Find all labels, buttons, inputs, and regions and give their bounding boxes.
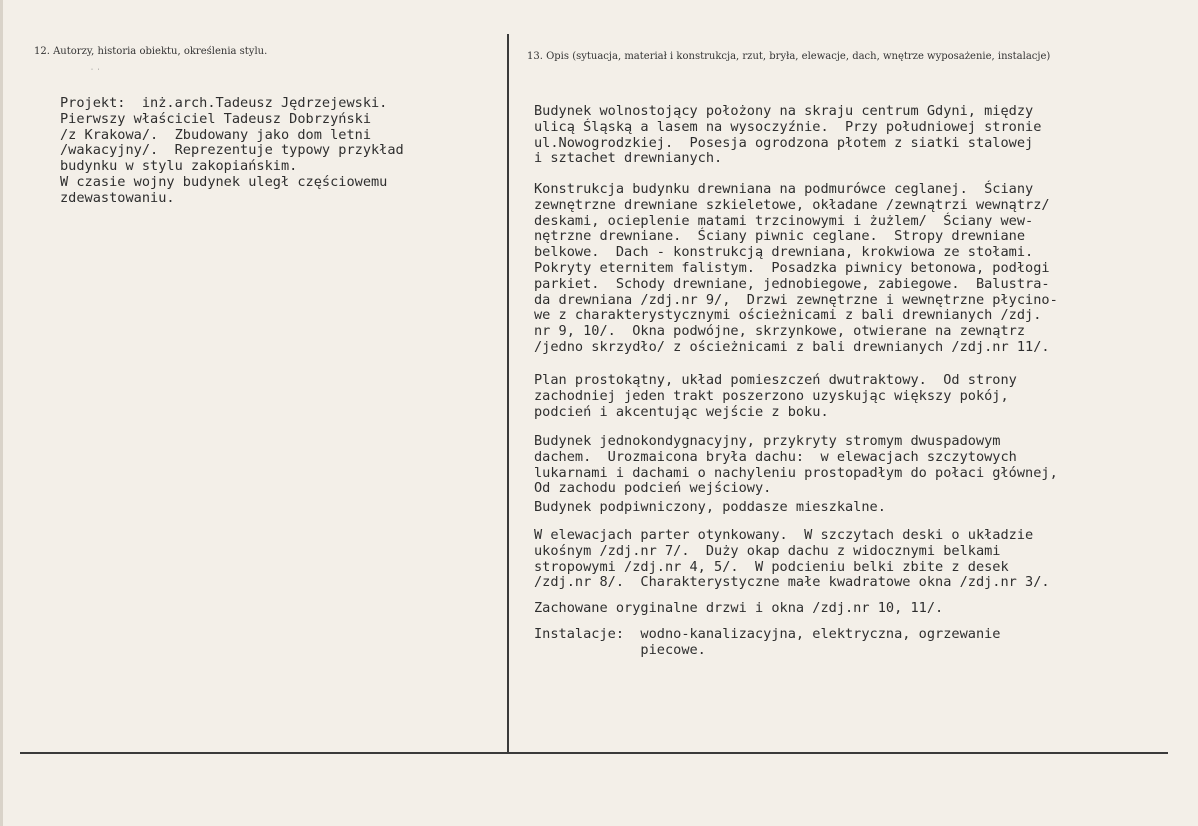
- sheet-edge: [0, 0, 3, 826]
- stray-marks: ˙ ˙: [90, 68, 101, 77]
- bottom-rule: [20, 752, 1168, 754]
- description-plan: Plan prostokątny, układ pomieszczeń dwutraktowy. Od strony zachodniej jeden trakt poszerzono uzyskując większy pokój, podcień i akcentując wejście z boku.: [534, 372, 1017, 420]
- description-basement: Budynek podpiwniczony, poddasze mieszkalne.: [534, 499, 886, 515]
- section-12-header: 12. Autorzy, historia obiektu, określenia stylu.: [34, 46, 268, 57]
- description-installations: Instalacje: wodno-kanalizacyjna, elektryczna, ogrzewanie piecowe.: [534, 626, 1001, 658]
- description-construction: Konstrukcja budynku drewniana na podmurówce ceglanej. Ściany zewnętrzne drewniane szkieletowe, okładane /zewnątrzi wewnątrz/ deskami, ocieplenie matami trzcinowymi i żużlem/ Ściany wew- nętrzne drewniane. Ściany piwnic ceglane. Stropy drewniane belkowe. Dach - konstrukcją drewniana, krokwiowa ze stołami. Pokryty eternitem falistym. Posadzka piwnicy betonowa, podłogi parkiet. Schody drewniane, jednobiegowe, zabiegowe. Balustra- da drewniana /zdj.nr 9/, Drzwi zewnętrzne i wewnętrzne płycino- we z charakterystycznymi ościeżnicami z bali drewnianych /zdj. nr 9, 10/. Okna podwójne, skrzynkowe, otwierane na zewnątrz /jedno skrzydło/ z ościeżnicami z bali drewnianych /zdj.nr 11/.: [534, 181, 1058, 355]
- section-13-header: 13. Opis (sytuacja, materiał i konstrukcja, rzut, bryła, elewacje, dach, wnętrze wyposażenie, instalacje): [527, 51, 1051, 62]
- description-original-elements: Zachowane oryginalne drzwi i okna /zdj.nr 10, 11/.: [534, 600, 944, 616]
- description-location: Budynek wolnostojący położony na skraju centrum Gdyni, między ulicą Śląską a lasem na wysoczyźnie. Przy południowej stronie ul.Nowogrodzkiej. Posesja ogrodzona płotem z siatki stalowej i sztachet drewnianych.: [534, 103, 1042, 167]
- description-massing: Budynek jednokondygnacyjny, przykryty stromym dwuspadowym dachem. Urozmaicona bryła dachu: w elewacjach szczytowych lukarnami i dachami o nachyleniu prostopadłym do połaci głównej, Od zachodu podcień wejściowy.: [534, 433, 1058, 497]
- column-divider: [507, 34, 509, 752]
- description-elevations: W elewacjach parter otynkowany. W szczytach deski o układzie ukośnym /zdj.nr 7/. Duży okap dachu z widocznymi belkami stropowymi /zdj.nr 4, 5/. W podcieniu belki zbite z desek /zdj.nr 8/. Charakterystyczne małe kwadratowe okna /zdj.nr 3/.: [534, 527, 1050, 591]
- authors-history-text: Projekt: inż.arch.Tadeusz Jędrzejewski. Pierwszy właściciel Tadeusz Dobrzyński /z Krakowa/. Zbudowany jako dom letni /wakacyjny/. Reprezentuje typowy przykład budynku w stylu zakopiańskim. W czasie wojny budynek uległ częściowemu zdewastowaniu.: [60, 95, 404, 206]
